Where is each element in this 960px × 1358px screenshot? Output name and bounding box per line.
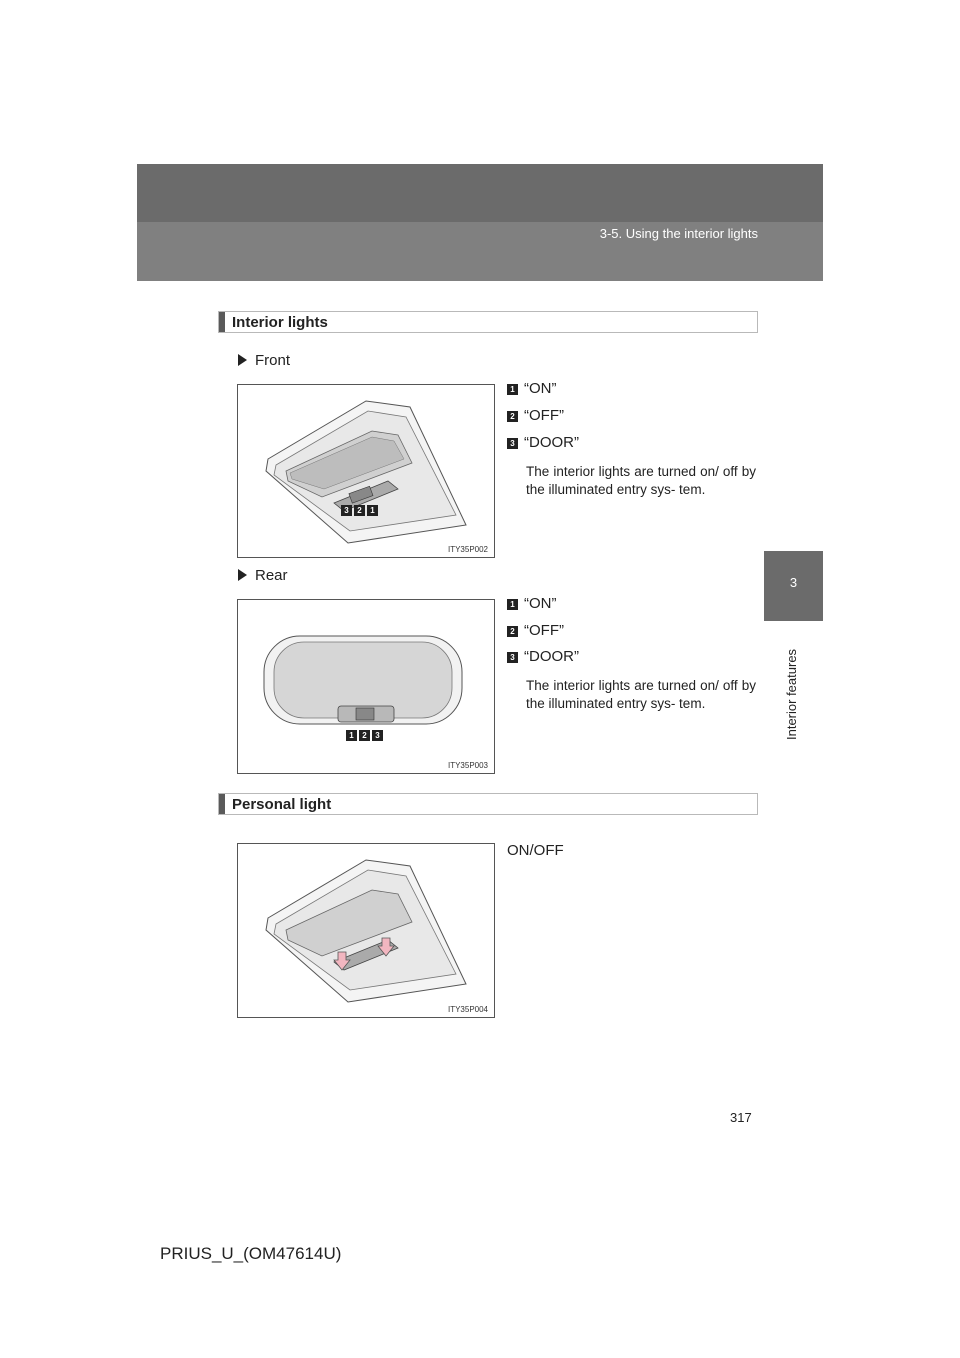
option-number: 3 [507,438,518,449]
option-number: 1 [507,599,518,610]
rear-lamp-illustration [238,600,494,773]
option-label: “ON” [524,595,557,612]
option-label: “DOOR” [524,434,579,451]
callout-marker: 1 [346,730,357,741]
option-label: “ON” [524,380,557,397]
figure-rear-light [237,599,495,774]
figure-code: ITY35P004 [447,1005,488,1014]
callout-marker: 1 [367,505,378,516]
chapter-number: 3 [789,575,798,590]
callout-group [346,726,389,744]
option-number: 2 [507,626,518,637]
option-item [507,622,564,639]
callout-marker: 3 [341,505,352,516]
subheading-front [238,352,290,369]
personal-light-illustration [238,844,494,1017]
figure-front-light [237,384,495,558]
front-console-illustration [238,385,494,557]
heading-title: Personal light [232,796,332,813]
personal-light-text: ON/OFF [507,842,564,859]
subheading-label: Rear [255,567,288,584]
callout-marker: 2 [354,505,365,516]
option-item [507,380,557,397]
option-item [507,595,557,612]
description-text: The interior lights are turned on/ off by the illuminated entry sys- tem. [526,678,756,711]
section-heading-personal-light [218,793,758,815]
description-text: The interior lights are turned on/ off by the illuminated entry sys- tem. [526,464,756,497]
chapter-label-wrapper [784,630,804,740]
option-label: “OFF” [524,407,564,424]
chapter-label: Interior features [784,648,799,740]
triangle-bullet-icon [238,569,247,581]
callout-marker: 3 [372,730,383,741]
option-number: 1 [507,384,518,395]
subheading-label: Front [255,352,291,369]
option-item [507,407,564,424]
option-label: “OFF” [524,622,564,639]
heading-bar [219,312,225,332]
callout-group [341,501,384,519]
figure-code: ITY35P003 [447,761,488,770]
option-number: 3 [507,652,518,663]
callout-marker: 2 [359,730,370,741]
subheading-rear [238,567,288,584]
figure-code: ITY35P002 [447,545,488,554]
option-label: “DOOR” [524,648,579,665]
heading-bar [219,794,225,814]
option-number: 2 [507,411,518,422]
section-heading-interior-lights [218,311,758,333]
document-id: PRIUS_U_(OM47614U) [160,1244,342,1263]
option-item [507,648,579,665]
triangle-bullet-icon [238,354,247,366]
section-reference: 3-5. Using the interior lights [599,226,758,241]
page-number: 317 [730,1110,752,1125]
heading-title: Interior lights [232,314,328,331]
figure-personal-light [237,843,495,1018]
option-item [507,434,579,451]
